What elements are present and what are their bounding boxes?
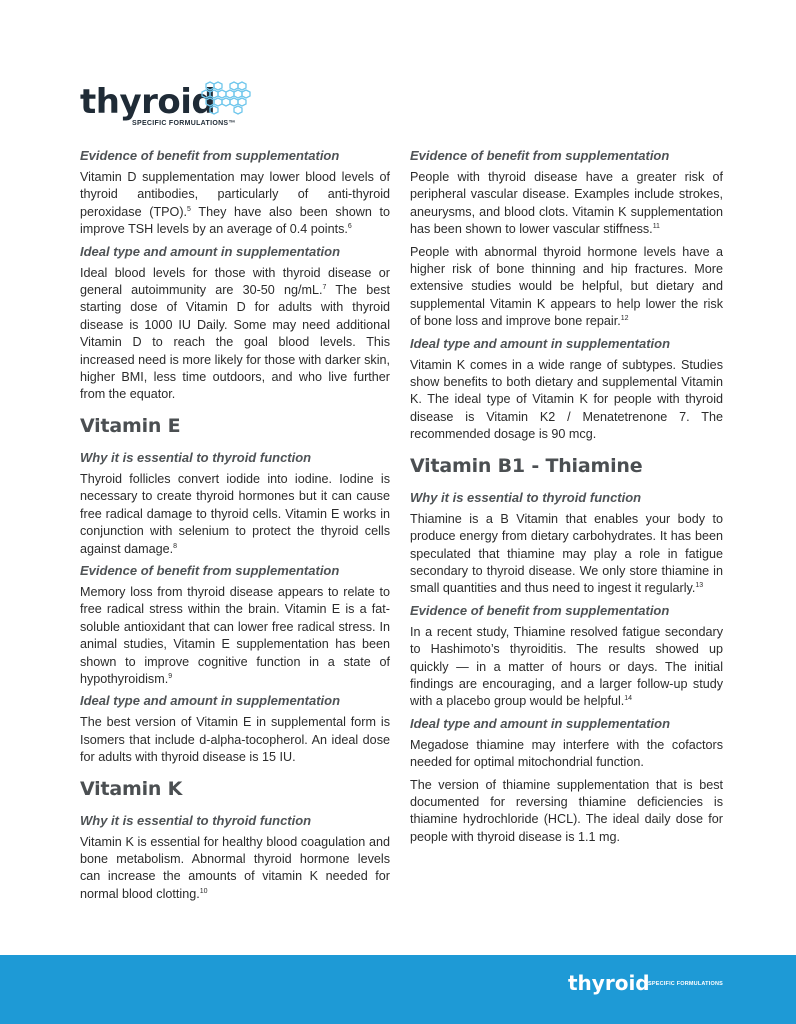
vitamin-b1-evidence-text (410, 624, 723, 711)
vitamin-e-evidence-text (80, 584, 390, 688)
left-column (80, 148, 390, 908)
brand-tagline: SPECIFIC FORMULATIONS™ (132, 120, 236, 127)
vitamin-e-ideal-heading: Ideal type and amount in supplementation (80, 693, 341, 709)
footnote-ref: 12 (620, 315, 629, 323)
vitamin-e-why-text (80, 471, 390, 558)
vitamin-b1-title: Vitamin B1 - Thiamine (410, 454, 643, 477)
footnote-ref: 14 (624, 695, 633, 703)
vitamin-k-title: Vitamin K (80, 777, 183, 800)
vitamin-d-evidence-text (80, 169, 390, 239)
footnote-ref: 5 (187, 205, 191, 213)
hexagon-molecule-icon (200, 80, 252, 120)
paragraph-text: Thyroid follicles convert iodide into iodine. Iodine is necessary to create thyroid hormones but it can cause free radical damage to thyroid cells. Vitamin E works in conjunction with selenium to protect the thyroid cells against damage. (80, 471, 390, 556)
vitamin-k-why-heading: Why it is essential to thyroid function (80, 812, 312, 828)
footnote-ref: 11 (652, 223, 660, 231)
vitamin-k-ideal-text: Vitamin K comes in a wide range of subtypes. Studies show benefits to both dietary and supplemental Vitamin K. The ideal type of Vitamin K for people with thyroid disease is Vitamin K2 / Menatetrenone 7. The recommended dosage is 90 mcg. (410, 357, 723, 442)
paragraph-text: In a recent study, Thiamine resolved fatigue secondary to Hashimoto’s thyroiditis. The results showed up quickly — in a matter of hours or days. The initial findings are encouraging, and a larger follow-up study with a placebo group would be helpful. (410, 624, 723, 709)
paragraph-text: People with abnormal thyroid hormone levels have a higher risk of bone thinning and hip fractures. More extensive studies would be helpful, but dietary and supplemental Vitamin K appears to help lower the risk of bone loss and improve bone repair. (410, 244, 723, 329)
footnote-ref: 10 (199, 887, 208, 895)
vitamin-e-title: Vitamin E (80, 414, 181, 437)
vitamin-e-why-heading: Why it is essential to thyroid function (80, 449, 312, 465)
footer-bar (0, 955, 796, 1024)
paragraph-text: Vitamin D supplementation may lower blood levels of thyroid antibodies, particularly of anti-thyroid peroxidase (TPO). (80, 170, 390, 219)
vitamin-e-ideal-text: The best version of Vitamin E in supplemental form is Isomers that include d-alpha-tocopherol. An ideal dose for adults with thyroid disease is 15 IU. (80, 715, 390, 765)
vitamin-k-why-text (80, 834, 390, 904)
paragraph-text: People with thyroid disease have a greater risk of peripheral vascular disease. Examples include strokes, aneurysms, and blood clots. Vitamin K supplementation has been shown to lower vascular stiffness. (410, 170, 723, 237)
paragraph-text: Vitamin K is essential for healthy blood coagulation and bone metabolism. Abnormal thyroid hormone levels can increase the amounts of vitamin K needed for normal blood clotting. (80, 834, 390, 901)
right-column (410, 148, 723, 851)
footnote-ref: 13 (695, 582, 704, 590)
paragraph-text: Memory loss from thyroid disease appears to relate to free radical stress within the brain. Vitamin E is a fat-soluble antioxidant that can lower free radical stress. In animal studies, Vitamin E supplementation has been shown to improve cognitive function in a state of hypothyroidism. (80, 584, 390, 686)
vitamin-b1-evidence-heading: Evidence of benefit from supplementation (410, 602, 670, 618)
footnote-ref: 8 (173, 542, 178, 550)
vitamin-k-ideal-heading: Ideal type and amount in supplementation (410, 335, 671, 351)
vitamin-e-evidence-heading: Evidence of benefit from supplementation (80, 562, 340, 578)
footer-wordmark: thyroid (568, 971, 650, 995)
vitamin-b1-why-heading: Why it is essential to thyroid function (410, 489, 642, 505)
footnote-ref: 9 (168, 672, 173, 680)
vitamin-k-evidence-heading: Evidence of benefit from supplementation (410, 148, 670, 163)
footnote-ref: 7 (322, 283, 327, 291)
footer-tagline: SPECIFIC FORMULATIONS (648, 981, 723, 987)
footnote-ref: 6 (347, 223, 352, 231)
vitamin-k-evidence-text-2 (410, 244, 723, 331)
paragraph-text: The best starting dose of Vitamin D for adults with thyroid disease is 1000 IU Daily. Some may need additional Vitamin D to reach the goal blood levels. This increased need is more likely for those with darker skin, higher BMI, less time outdoors, and who live further from the equator. (80, 283, 390, 402)
vitamin-d-ideal-text (80, 265, 390, 404)
vitamin-b1-ideal-heading: Ideal type and amount in supplementation (410, 715, 671, 731)
vitamin-b1-why-text (410, 511, 723, 598)
paragraph-text: Ideal blood levels for those with thyroid disease or general autoimmunity are 30-50 ng/mL. (80, 265, 390, 298)
brand-logo (80, 78, 260, 134)
vitamin-b1-ideal-text-1: Megadose thiamine may interfere with the cofactors needed for optimal mitochondrial function. (410, 737, 723, 770)
vitamin-d-evidence-heading: Evidence of benefit from supplementation (80, 148, 340, 163)
vitamin-k-evidence-text-1 (410, 169, 723, 239)
paragraph-text: They have also been shown to improve TSH levels by an average of 0.4 points. (80, 204, 390, 237)
vitamin-b1-ideal-text-2: The version of thiamine supplementation that is best documented for reversing thiamine deficiencies is thiamine hydrochloride (HCL). The ideal daily dose for people with thyroid disease is 1.1 mg. (410, 777, 723, 844)
vitamin-d-ideal-heading: Ideal type and amount in supplementation (80, 243, 341, 259)
paragraph-text: Thiamine is a B Vitamin that enables your body to produce energy from dietary carbohydrates. It has been speculated that thiamine may play a role in fatigue secondary to thyroid disease. We only store thiamine in small quantities and thus need to ingest it regularly. (410, 511, 723, 596)
brand-wordmark: thyroid (80, 82, 216, 122)
